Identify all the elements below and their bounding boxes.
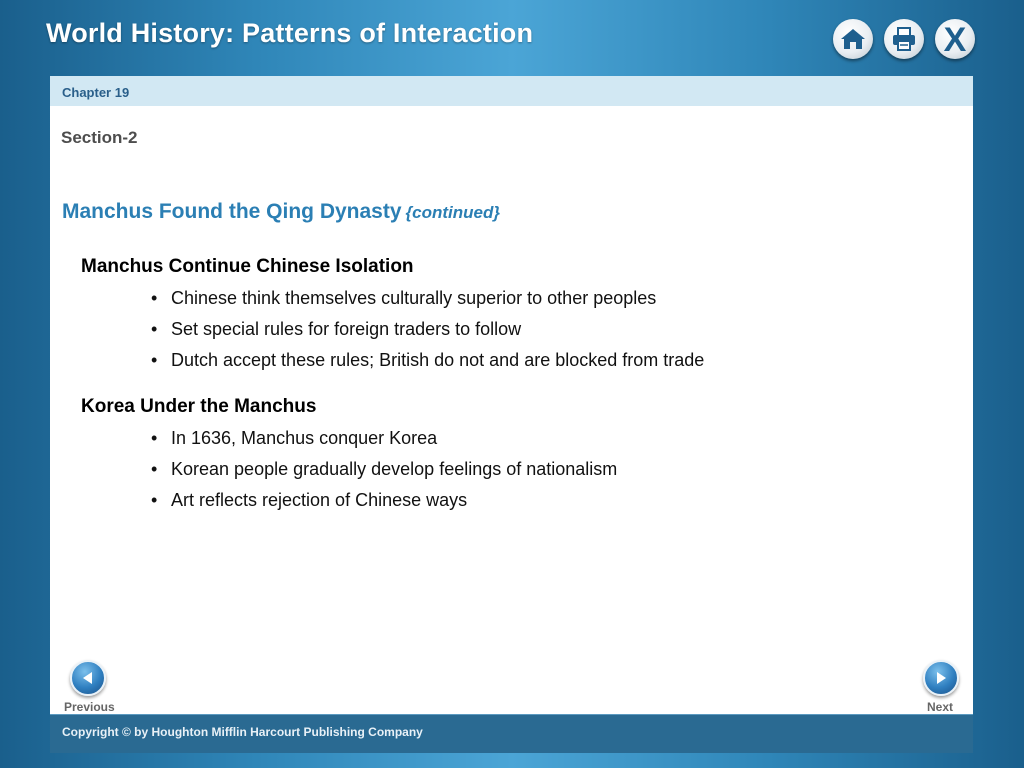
arrow-left-icon <box>80 670 96 686</box>
slide-title-text: Manchus Found the Qing Dynasty <box>62 200 402 223</box>
list-item: • Dutch accept these rules; British do not and are blocked from trade <box>151 350 705 370</box>
section-label: Section-2 <box>61 128 138 147</box>
bullet-icon: • <box>151 319 158 339</box>
chapter-label: Chapter 19 <box>62 85 130 100</box>
close-icon: X <box>943 20 967 59</box>
bullet-list <box>148 288 704 381</box>
list-item: • In 1636, Manchus conquer Korea <box>151 428 438 448</box>
slide-title-suffix: {continued} <box>405 203 500 222</box>
arrow-right-icon <box>933 670 949 686</box>
footer-bar <box>50 714 973 753</box>
app-title: World History: Patterns of Interaction <box>46 18 534 48</box>
next-label[interactable]: Next <box>927 700 954 714</box>
group-heading: Manchus Continue Chinese Isolation <box>81 256 414 277</box>
bullet-icon: • <box>151 288 158 308</box>
list-item: • Korean people gradually develop feelings of nationalism <box>151 459 618 479</box>
list-item: • Chinese think themselves culturally superior to other peoples <box>151 288 657 308</box>
home-icon <box>840 27 866 51</box>
content-panel <box>50 76 973 714</box>
group-heading: Korea Under the Manchus <box>81 396 317 417</box>
printer-icon <box>891 26 917 52</box>
bullet-icon: • <box>151 350 158 370</box>
previous-button[interactable] <box>70 660 106 696</box>
slide-title <box>62 200 500 224</box>
next-button[interactable] <box>923 660 959 696</box>
bullet-list <box>148 428 617 521</box>
bullet-icon: • <box>151 428 158 448</box>
close-button[interactable] <box>935 19 975 59</box>
previous-label[interactable]: Previous <box>64 700 115 714</box>
bullet-icon: • <box>151 490 158 510</box>
list-item: • Art reflects rejection of Chinese ways <box>151 490 468 510</box>
print-button[interactable] <box>884 19 924 59</box>
bullet-icon: • <box>151 459 158 479</box>
home-button[interactable] <box>833 19 873 59</box>
copyright-text: Copyright © by Houghton Mifflin Harcourt Publishing Company <box>62 725 423 739</box>
list-item: • Set special rules for foreign traders to follow <box>151 319 522 339</box>
chapter-bar <box>50 76 973 106</box>
